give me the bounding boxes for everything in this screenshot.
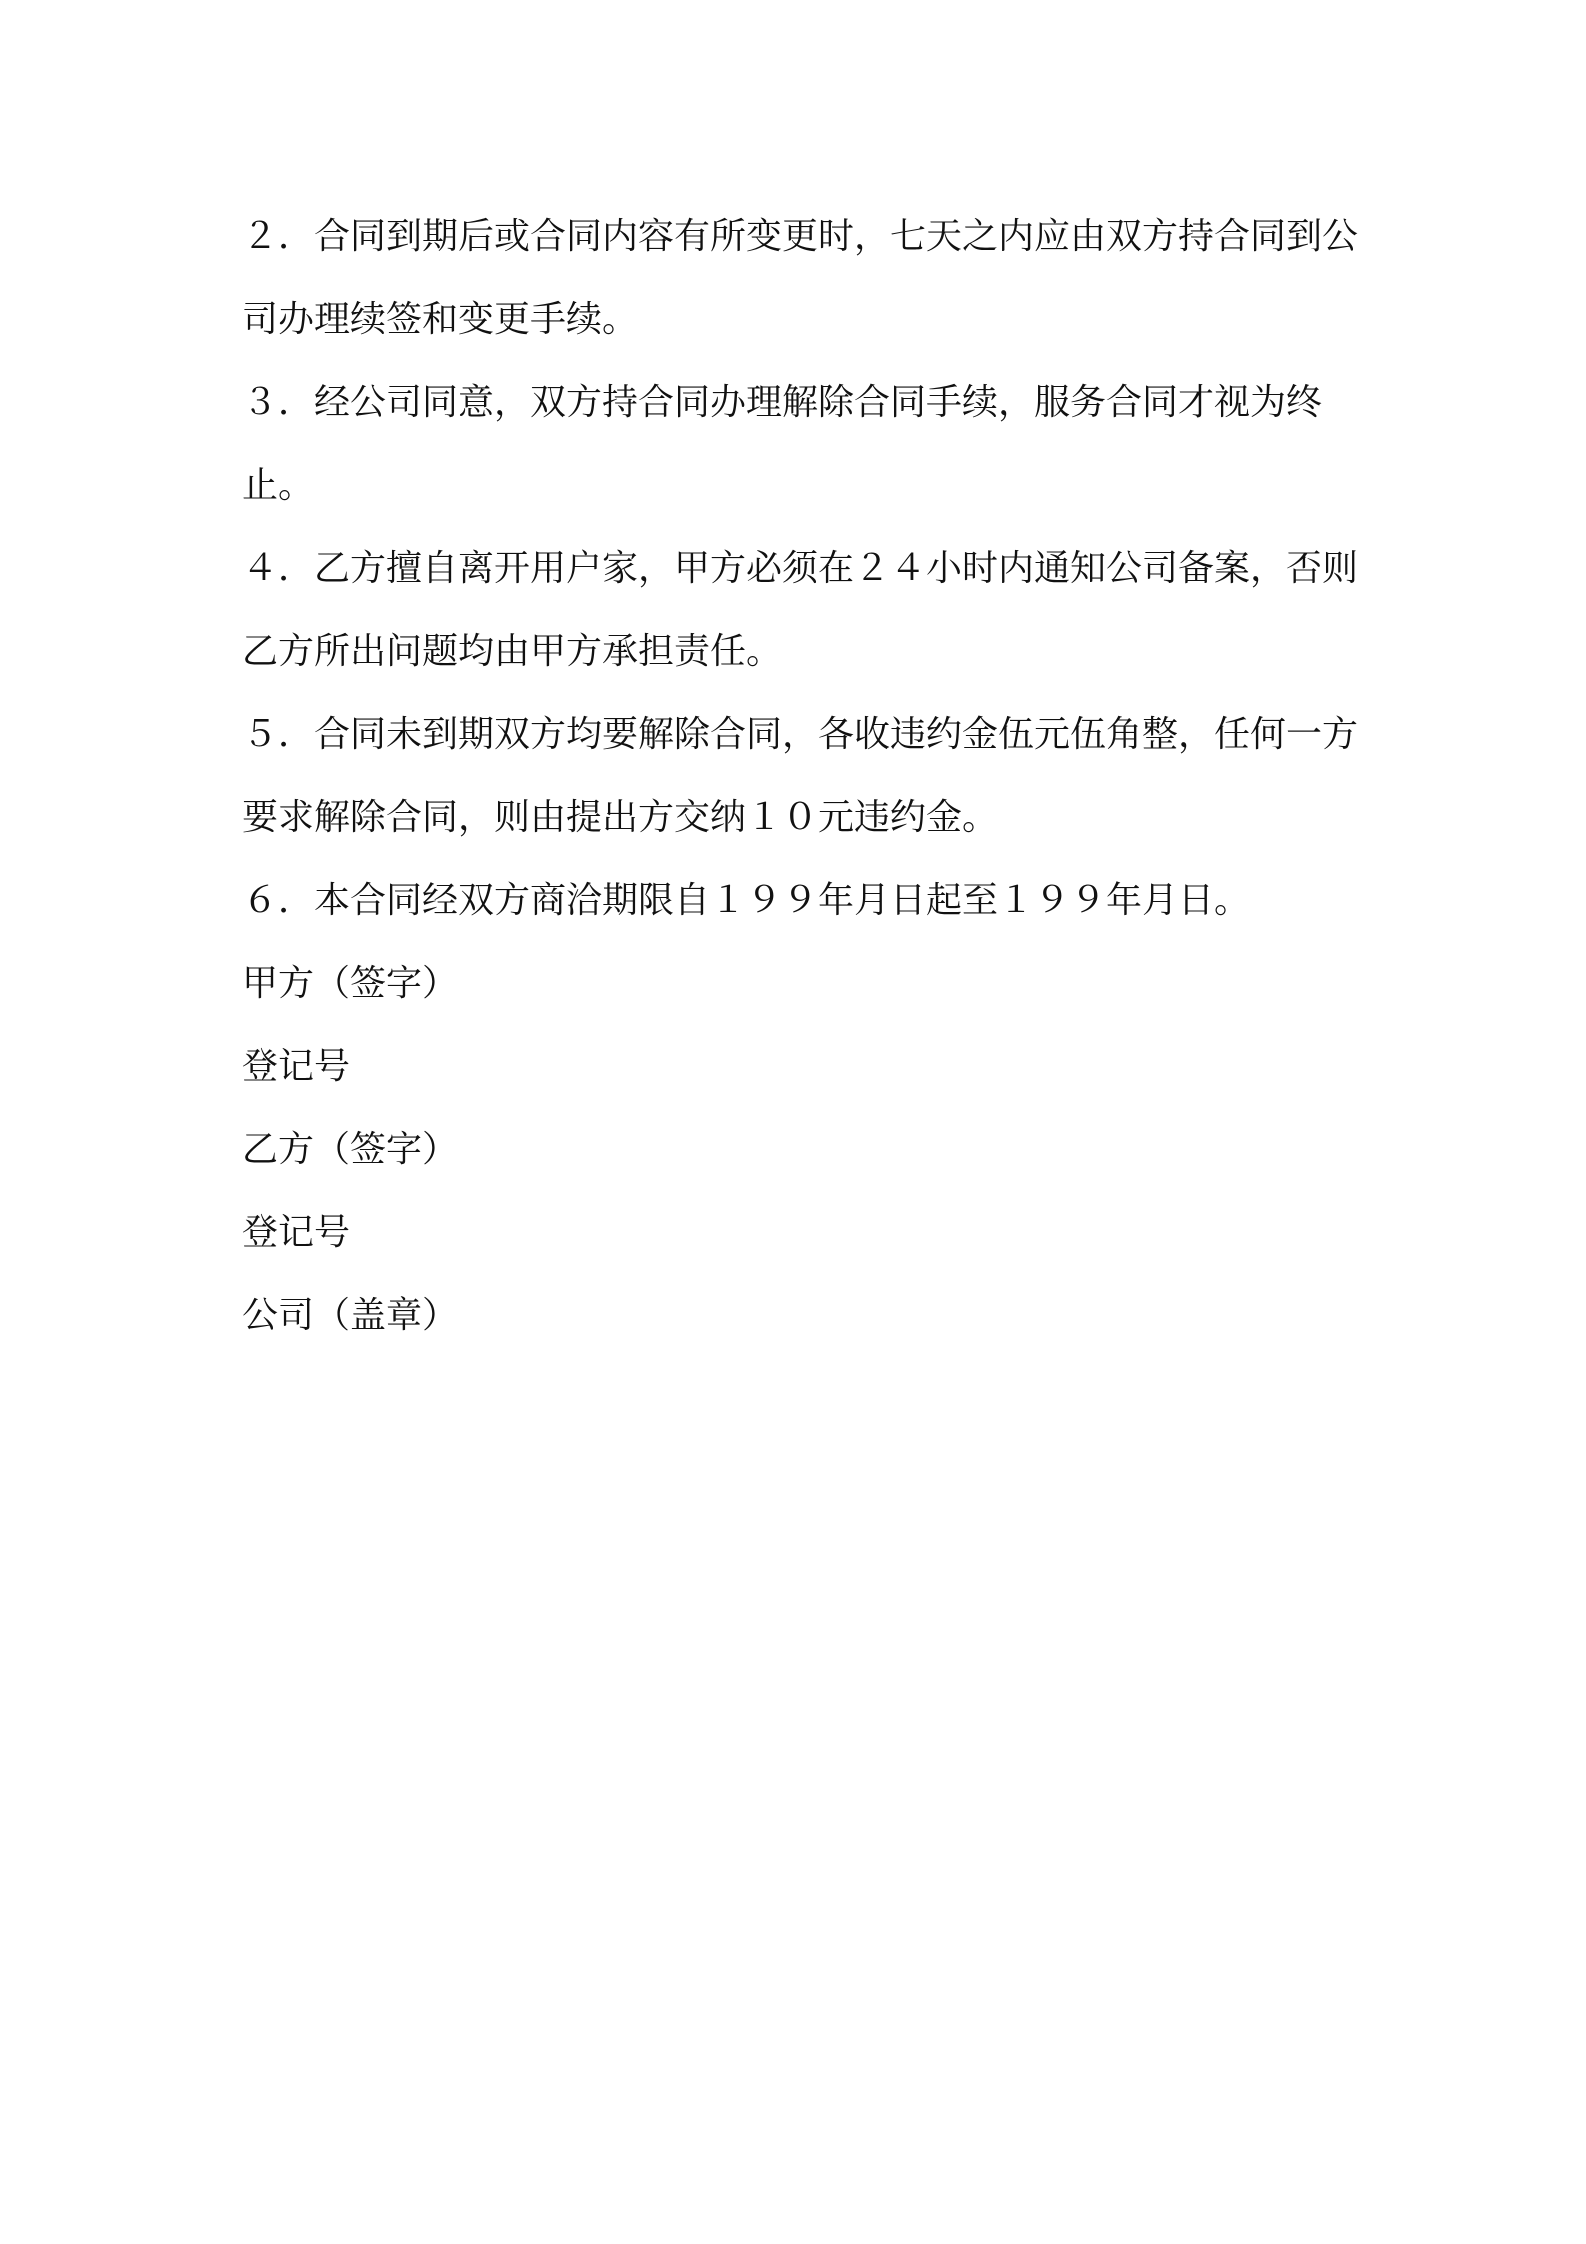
party-a-registration: 登记号: [242, 1046, 351, 1087]
party-b-registration: 登记号: [242, 1212, 351, 1253]
clause-2: ２．合同到期后或合同内容有所变更时，七天之内应由双方持合同到公司办理续签和变更手续。: [242, 216, 1359, 340]
clause-5: ５．合同未到期双方均要解除合同，各收违约金伍元伍角整，任何一方要求解除合同，则由提出方交纳１０元违约金。: [242, 714, 1359, 838]
clause-4: ４．乙方擅自离开用户家，甲方必须在２４小时内通知公司备案，否则乙方所出问题均由甲方承担责任。: [242, 548, 1359, 672]
contract-body: [242, 195, 1362, 1357]
party-a-signature: 甲方（签字）: [242, 963, 459, 1004]
clause-3: ３．经公司同意，双方持合同办理解除合同手续，服务合同才视为终止。: [242, 382, 1323, 506]
clause-6: ６．本合同经双方商洽期限自１９９年月日起至１９９年月日。: [242, 880, 1251, 921]
party-b-signature: 乙方（签字）: [242, 1129, 459, 1170]
company-seal: 公司（盖章）: [242, 1295, 459, 1336]
